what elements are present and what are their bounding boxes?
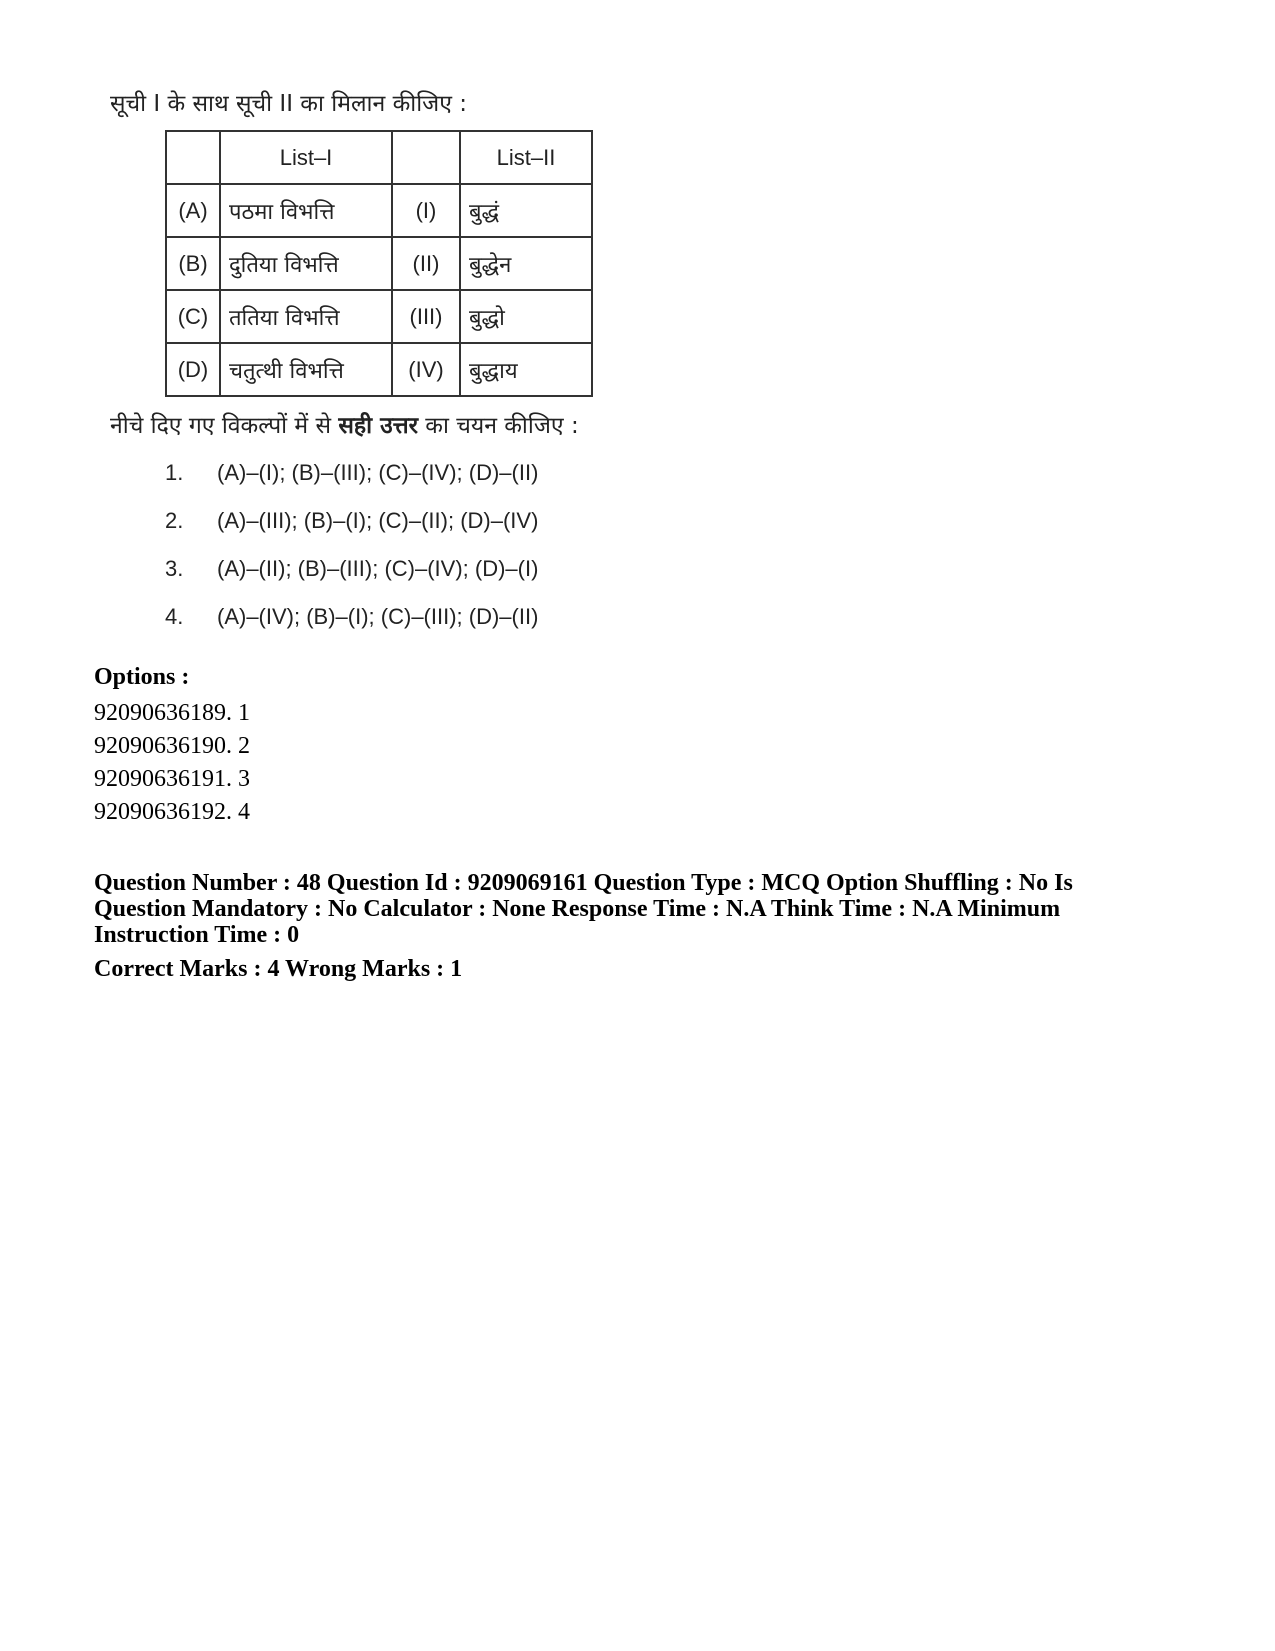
row-roman: (III): [392, 290, 460, 343]
table-row: [166, 184, 592, 237]
row-roman: (IV): [392, 343, 460, 396]
list1-item: दुतिया विभत्ति: [220, 237, 392, 290]
list2-item: बुद्धेन: [460, 237, 592, 290]
choice-item: [165, 460, 538, 508]
header-list-2: List–II: [460, 131, 592, 184]
row-letter: (D): [166, 343, 220, 396]
meta-line: Question Number : 48 Question Id : 9209069161 Question Type : MCQ Option Shuffling : No Is: [94, 870, 1073, 896]
option-item: 92090636191. 3: [94, 766, 250, 792]
row-letter: (A): [166, 184, 220, 237]
row-roman: (II): [392, 237, 460, 290]
choice-number: 3.: [165, 556, 184, 581]
option-item: 92090636192. 4: [94, 799, 250, 825]
table-row: [166, 237, 592, 290]
choice-number: 1.: [165, 460, 184, 485]
row-letter: (C): [166, 290, 220, 343]
choice-text: (A)–(III); (B)–(I); (C)–(II); (D)–(IV): [217, 508, 539, 533]
header-list-1: List–I: [220, 131, 392, 184]
header-blank: [166, 131, 220, 184]
match-instruction: सूची I के साथ सूची II का मिलान कीजिए :: [110, 91, 467, 117]
choice-number: 4.: [165, 604, 184, 629]
list1-item: पठमा विभत्ति: [220, 184, 392, 237]
option-item: 92090636190. 2: [94, 733, 250, 759]
choose-bold: सही उत्तर: [338, 413, 418, 439]
answer-choices: [165, 460, 538, 652]
table-header-row: [166, 131, 592, 184]
list1-item: ततिया विभत्ति: [220, 290, 392, 343]
meta-line: Instruction Time : 0: [94, 922, 300, 948]
choice-item: [165, 604, 538, 652]
options-list: [94, 697, 250, 829]
option-item: 92090636189. 1: [94, 700, 250, 726]
choice-text: (A)–(II); (B)–(III); (C)–(IV); (D)–(I): [217, 556, 539, 581]
header-blank: [392, 131, 460, 184]
choice-number: 2.: [165, 508, 184, 533]
options-heading: Options :: [94, 664, 190, 690]
list2-item: बुद्धो: [460, 290, 592, 343]
choice-text: (A)–(I); (B)–(III); (C)–(IV); (D)–(II): [217, 460, 539, 485]
list2-item: बुद्धं: [460, 184, 592, 237]
list1-item: चतुत्थी विभत्ति: [220, 343, 392, 396]
match-table: [165, 130, 593, 397]
row-letter: (B): [166, 237, 220, 290]
marks-line: Correct Marks : 4 Wrong Marks : 1: [94, 956, 463, 982]
list2-item: बुद्धाय: [460, 343, 592, 396]
choose-prefix: नीचे दिए गए विकल्पों में से: [110, 413, 339, 439]
meta-line: Question Mandatory : No Calculator : None Response Time : N.A Think Time : N.A Minimum: [94, 896, 1061, 922]
choose-instruction: [110, 408, 579, 440]
table-row: [166, 290, 592, 343]
choice-item: [165, 508, 538, 556]
table-row: [166, 343, 592, 396]
choice-item: [165, 556, 538, 604]
row-roman: (I): [392, 184, 460, 237]
choose-suffix: का चयन कीजिए :: [418, 413, 579, 439]
question-meta: [94, 870, 1094, 948]
choice-text: (A)–(IV); (B)–(I); (C)–(III); (D)–(II): [217, 604, 539, 629]
